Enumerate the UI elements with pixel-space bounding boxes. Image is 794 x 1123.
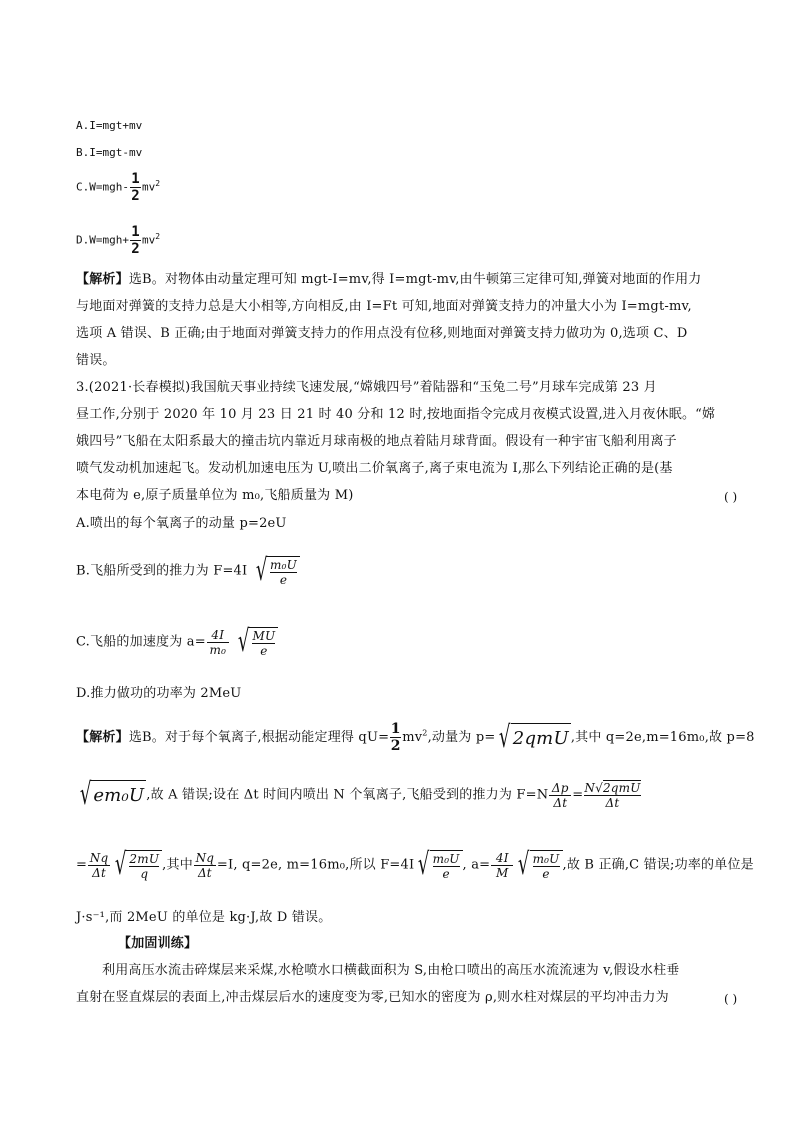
option-c-text: C.W=mgh- (76, 180, 129, 194)
mv-text: mv (141, 180, 156, 194)
fraction (549, 782, 571, 809)
frac-den: m₀ (209, 642, 227, 657)
frac-num: m₀U (532, 851, 560, 866)
q3-option-b (76, 553, 300, 588)
frac-den: e (442, 866, 450, 881)
fraction (433, 853, 460, 880)
option-c (76, 172, 160, 203)
fraction (252, 630, 275, 657)
option-a: A.I=mgt+mv (76, 119, 143, 132)
frac-den: 2 (131, 188, 140, 204)
analysis-2-line-4: J·s⁻¹,而 2MeU 的单位是 kg·J,故 D 错误。 (76, 910, 332, 925)
frac-num: MU (252, 628, 276, 643)
q3-line-3: 娥四号”飞船在太阳系最大的撞击坑内靠近月球南极的地点着陆月球背面。假设有一种宇宙飞船利用离子 (76, 434, 677, 449)
analysis-text: ,故 B 正确,C 错误;功率的单位是 (562, 857, 754, 873)
frac-den: e (542, 866, 550, 881)
q3-option-b-text: B.飞船所受到的推力为 F=4I (76, 563, 248, 579)
fraction (491, 852, 513, 879)
frac-num: 2mU (129, 851, 160, 866)
training-line-2: 直射在竖直煤层的表面上,冲击煤层后水的速度变为零,已知水的密度为 ρ,则水柱对煤层的平均冲击力为 (76, 990, 669, 1005)
analysis-text: ,其中 (162, 857, 193, 873)
frac-den: 2 (390, 738, 401, 754)
sqrt-expression: √ $\frac{\text{m₀U}}{e}$ (252, 556, 300, 586)
fraction (194, 852, 216, 879)
n-text: N (584, 780, 596, 795)
q3-line-2: 昼工作,分别于 2020 年 10 月 23 日 21 时 40 分和 12 时,按地面指令完成月夜模式设置,进入月夜休眠。“嫦 (76, 407, 716, 422)
sqrt-expression: √ $\frac{\text{m₀U}}{e}$ (414, 850, 462, 880)
frac-num: Nq (89, 850, 109, 865)
frac-num: 1 (131, 224, 140, 240)
analysis-2-line-1 (76, 719, 755, 755)
analysis-text: =I, q=2e, m=16m₀,所以 F=4I (216, 857, 415, 873)
frac-num: N√2qmU (584, 780, 641, 795)
fraction-half (130, 172, 141, 203)
analysis-text: ,故 A 错误;设在 Δt 时间内喷出 N 个氧离子,飞船受到的推力为 F=N (146, 787, 549, 803)
equals: = (76, 857, 88, 873)
q3-option-a: A.喷出的每个氧离子的动量 p=2eU (76, 516, 287, 531)
fraction (270, 559, 297, 586)
training-tag: 【加固训练】 (118, 936, 198, 951)
square-sup: 2 (155, 231, 161, 241)
sqrt-body: 2qmU (511, 723, 571, 753)
sqrt-expression: √ $\frac{2mU}{q}$ (111, 850, 162, 880)
q3-option-d: D.推力做功的功率为 2MeU (76, 686, 242, 701)
frac-den: M (496, 865, 509, 880)
analysis-text: ,其中 q=2e,m=16m₀,故 p=8 (570, 730, 755, 745)
q3-line-1: 3.(2021·长春模拟)我国航天事业持续飞速发展,“嫦娥四号”着陆器和“玉兔二号”月球车完成第 23 月 (76, 380, 657, 395)
analysis-text: 选B。对物体由动量定理可知 mgt-I=mv,得 I=mgt-mv,由牛顿第三定律可知,弹簧对地面的作用力 (128, 272, 702, 287)
sqrt-expression: √ em₀U (79, 777, 145, 812)
fraction (207, 629, 229, 656)
frac-den: Δt (553, 795, 568, 810)
frac-num: 4I (211, 627, 225, 642)
mv-text: mv (402, 730, 423, 745)
fraction (88, 852, 110, 879)
analysis-text: ,动量为 p= (427, 730, 496, 745)
q3-line-5: 本电荷为 e,原子质量单位为 m₀,飞船质量为 M) (76, 488, 354, 503)
q3-option-c-text: C.飞船的加速度为 a= (76, 634, 206, 650)
mv-text: mv (141, 233, 156, 247)
frac-num: Δp (551, 780, 569, 795)
square-sup: 2 (155, 178, 161, 188)
frac-num: Nq (195, 850, 215, 865)
sqrt-expression: √ $\frac{MU}{e}$ (234, 627, 278, 657)
frac-num: 1 (131, 171, 140, 187)
fraction-half (130, 225, 141, 256)
frac-den: Δt (605, 795, 620, 810)
frac-den: e (279, 572, 288, 587)
analysis-text: 选B。对于每个氧离子,根据动能定理得 qU= (128, 730, 390, 745)
frac-num: m₀U (270, 557, 297, 572)
option-d (76, 225, 160, 256)
training-line-1: 利用高压水流击碎煤层来采煤,水枪喷水口横截面积为 S,由枪口喷出的高压水流流速为 v,假设水柱垂 (102, 963, 680, 978)
sqrt-body: 2qmU (602, 780, 641, 795)
fraction (533, 853, 560, 880)
fraction-half (390, 722, 401, 753)
sqrt-body: em₀U (91, 780, 146, 810)
analysis-text: , a= (462, 857, 491, 873)
answer-blank: ( ) (724, 490, 738, 504)
frac-den: q (140, 866, 149, 881)
sqrt-expression: √ 2qmU (499, 719, 569, 755)
frac-den: e (260, 643, 268, 658)
fraction (129, 853, 159, 880)
frac-num: 1 (390, 721, 401, 737)
frac-den: Δt (92, 865, 107, 880)
analysis-tag: 【解析】 (76, 730, 129, 745)
analysis-tag: 【解析】 (76, 272, 129, 287)
analysis-2-line-3 (76, 847, 754, 882)
frac-num: 4I (495, 850, 509, 865)
option-d-text: D.W=mgh+ (76, 233, 129, 247)
frac-den: 2 (131, 241, 140, 257)
square-sup: 2 (422, 728, 428, 738)
analysis-1-line-2: 与地面对弹簧的支持力总是大小相等,方向相反,由 I=Ft 可知,地面对弹簧支持力的冲量大小为 I=mgt-mv, (76, 299, 692, 314)
frac-den: Δt (197, 865, 212, 880)
option-b: B.I=mgt-mv (76, 146, 143, 159)
frac-num: m₀U (432, 851, 460, 866)
q3-line-4: 喷气发动机加速起飞。发动机加速电压为 U,喷出二价氧离子,离子束电流为 I,那么下列结论正确的是(基 (76, 461, 673, 476)
equals: = (572, 787, 584, 803)
answer-blank: ( ) (724, 992, 738, 1006)
analysis-1-line-4: 错误。 (76, 353, 116, 368)
analysis-1-line-1 (76, 272, 701, 288)
analysis-1-line-3: 选项 A 错误、B 正确;由于地面对弹簧支持力的作用点没有位移,则地面对弹簧支持力做功为 0,选项 C、D (76, 326, 688, 341)
q3-option-c (76, 624, 278, 659)
analysis-2-line-2 (76, 777, 642, 812)
fraction (584, 782, 640, 809)
sqrt-expression: √ $\frac{\text{m₀U}}{e}$ (514, 850, 562, 880)
